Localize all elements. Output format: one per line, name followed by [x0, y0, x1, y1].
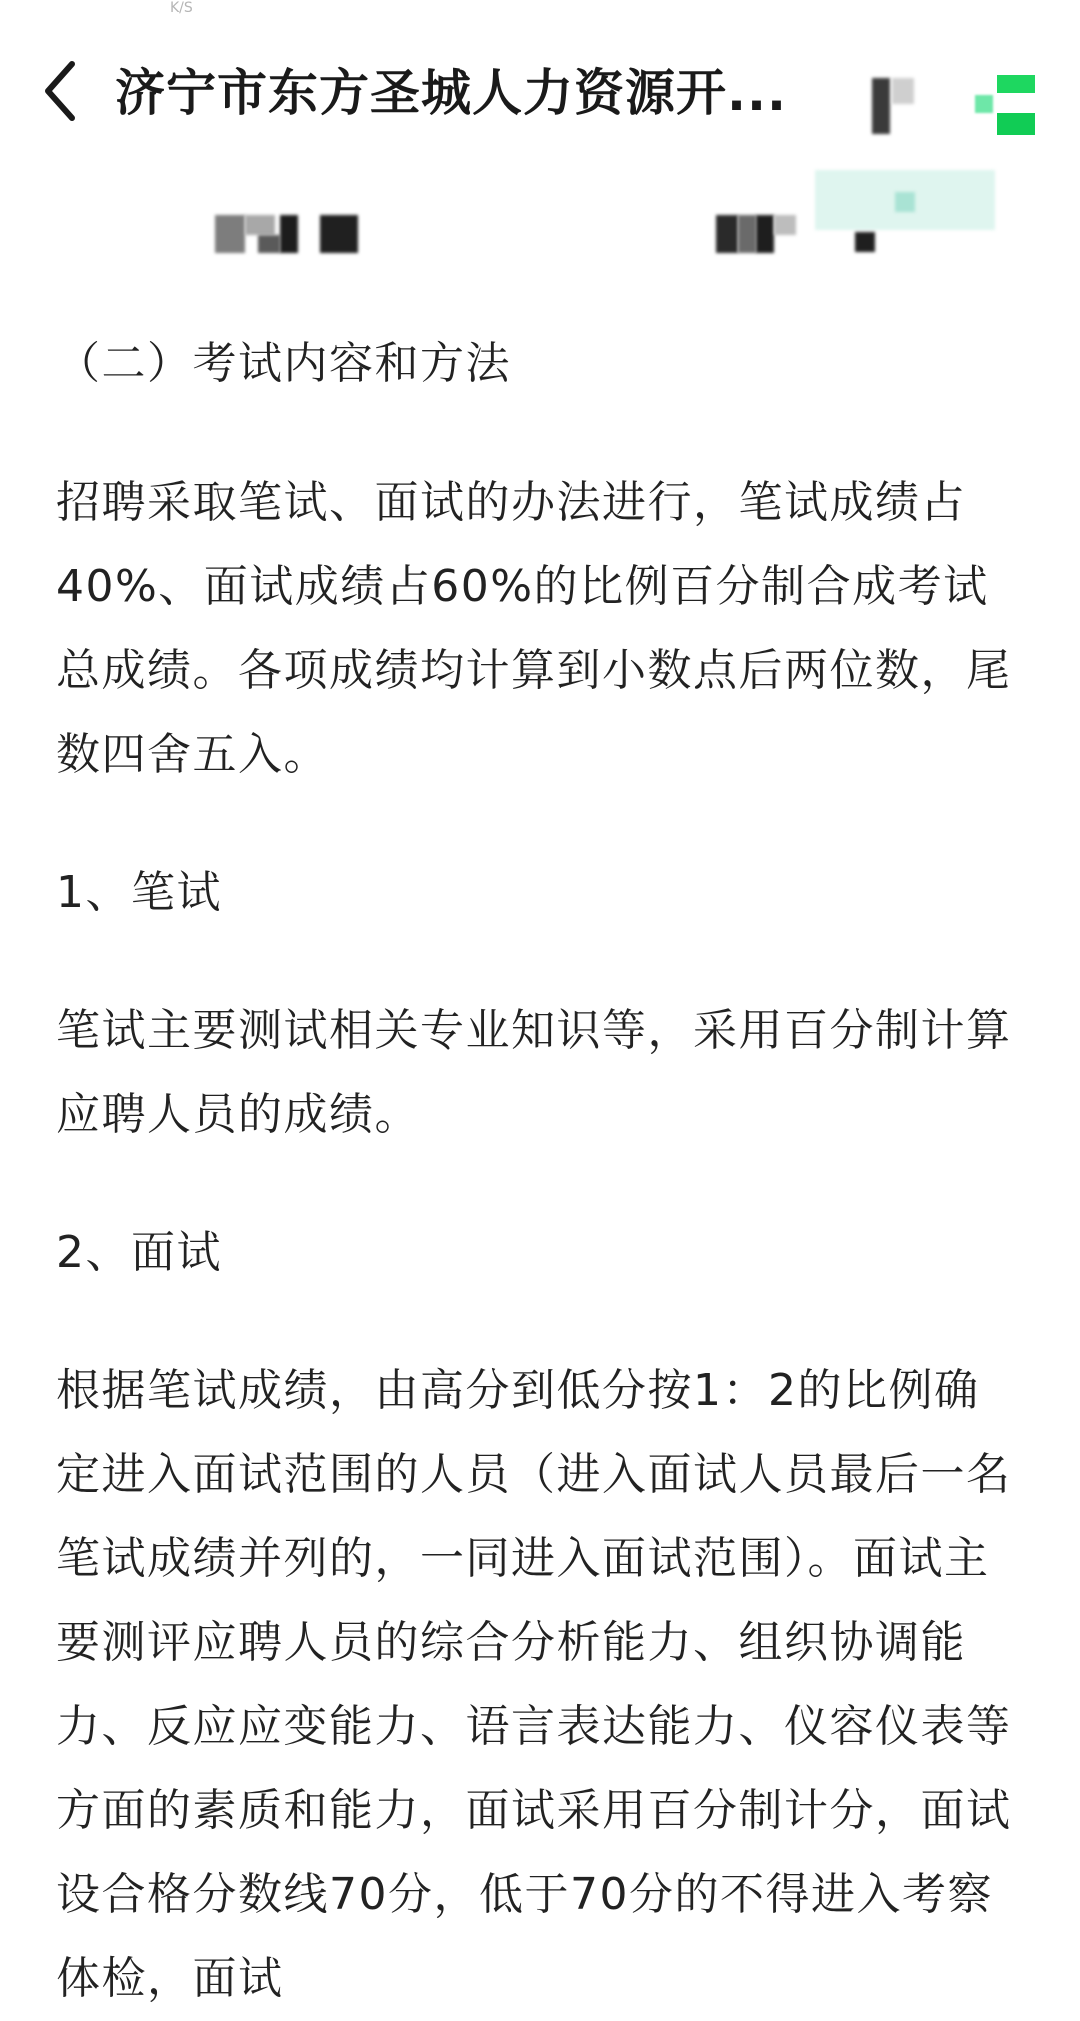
- interview-paragraph: 根据笔试成绩，由高分到低分按1：2的比例确定进入面试范围的人员（进入面试人员最后一名笔试成绩并列的，一同进入面试范围）。面试主要测评应聘人员的综合分析能力、组织协调能力、反应应变能力、语言表达能力、仪容仪表等方面的素质和能力，面试采用百分制计分，面试设合格分数线70分，低于70分的不得进入考察体检，面试: [56, 1365, 1012, 2004]
- obscured-avatar-mark: [892, 78, 914, 104]
- back-button[interactable]: [40, 56, 100, 126]
- mosaic-block: [245, 215, 275, 235]
- written-exam-heading: 1、笔试: [56, 867, 222, 918]
- interview-heading: 2、面试: [56, 1227, 222, 1278]
- mosaic-block: [895, 192, 915, 212]
- mosaic-block: [280, 215, 298, 253]
- top-navigation-bar: [0, 0, 1080, 150]
- obscured-author-row: [0, 160, 1080, 270]
- mosaic-block: [320, 215, 358, 253]
- mosaic-block: [855, 232, 875, 252]
- mosaic-block: [774, 215, 796, 235]
- status-bar-fragment: K/S: [170, 0, 193, 16]
- intro-paragraph: 招聘采取笔试、面试的办法进行，笔试成绩占40%、面试成绩占60%的比例百分制合成考试总成绩。各项成绩均计算到小数点后两位数，尾数四舍五入。: [56, 477, 1012, 780]
- page-title: 济宁市东方圣城人力资源开...: [115, 64, 787, 122]
- chevron-left-icon: [40, 56, 80, 126]
- mosaic-block: [258, 235, 280, 253]
- mosaic-block: [716, 215, 738, 253]
- mosaic-block: [756, 215, 774, 253]
- wechat-mark-icon: [975, 75, 1035, 135]
- obscured-avatar-mark: [872, 78, 890, 134]
- written-exam-paragraph: 笔试主要测试相关专业知识等，采用百分制计算应聘人员的成绩。: [56, 1005, 1012, 1140]
- section-title: （二）考试内容和方法: [56, 338, 511, 389]
- mosaic-block: [738, 215, 756, 253]
- mosaic-block: [215, 215, 245, 253]
